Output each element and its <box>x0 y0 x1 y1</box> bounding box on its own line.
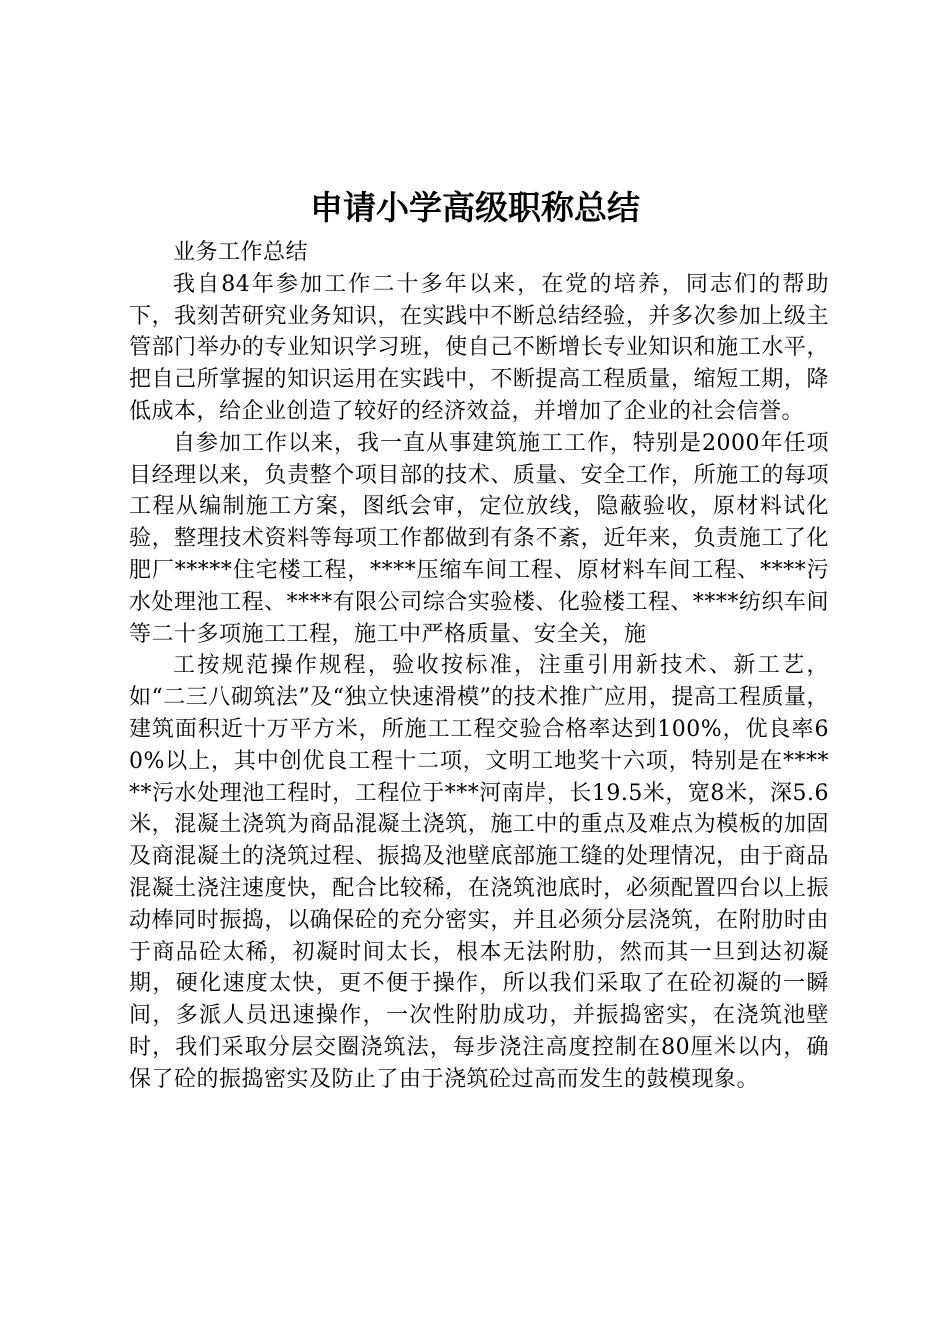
paragraph-1: 我自84年参加工作二十多年以来，在党的培养，同志们的帮助下，我刻苦研究业务知识，在实践中不断总结经验，并多次参加上级主管部门举办的专业知识学习班，使自己不断增长专业知识和施工水平，把自己所掌握的知识运用在实践中，不断提高工程质量，缩短工期，降低成本，给企业创造了较好的经济效益，并增加了企业的社会信誉。 <box>129 271 829 424</box>
document-body <box>129 237 829 1096</box>
paragraph-2: 自参加工作以来，我一直从事建筑施工工作，特别是2000年任项目经理以来，负责整个项目部的技术、质量、安全工作，所施工的每项工程从编制施工方案，图纸会审，定位放线，隐蔽验收，原材料试化验，整理技术资料等每项工作都做到有条不紊，近年来，负责施工了化肥厂*****住宅楼工程，****压缩车间工程、原材料车间工程、****污水处理池工程、****有限公司综合实验楼、化验楼工程、****纺织车间等二十多项施工工程，施工中严格质量、安全关，施 <box>129 430 829 647</box>
section-subheading: 业务工作总结 <box>173 240 309 265</box>
document-title: 申请小学高级职称总结 <box>310 188 640 227</box>
paragraph-3: 工按规范操作规程，验收按标准，注重引用新技术、新工艺，如“二三八砌筑法”及“独立快速滑模”的技术推广应用，提高工程质量，建筑面积近十万平方米，所施工工程交验合格率达到100%，优良率60%以上，其中创优良工程十二项，文明工地奖十六项，特别是在******污水处理池工程时，工程位于***河南岸，长19.5米，宽8米，深5.6米，混凝土浇筑为商品混凝土浇筑，施工中的重点及难点为模板的加固及商混凝土的浇筑过程、振捣及池壁底部施工缝的处理情况，由于商品混凝土浇注速度快，配合比较稀，在浇筑池底时，必须配置四台以上振动棒同时振捣，以确保砼的充分密实，并且必须分层浇筑，在附肋时由于商品砼太稀，初凝时间太长，根本无法附肋，然而其一旦到达初凝期，硬化速度太快，更不便于操作，所以我们采取了在砼初凝的一瞬间，多派人员迅速操作，一次性附肋成功，并振捣密实，在浇筑池壁时，我们采取分层交圈浇筑法，每步浇注高度控制在80厘米以内，确保了砼的振捣密实及防止了由于浇筑砼过高而发生的鼓模现象。 <box>129 653 829 1092</box>
